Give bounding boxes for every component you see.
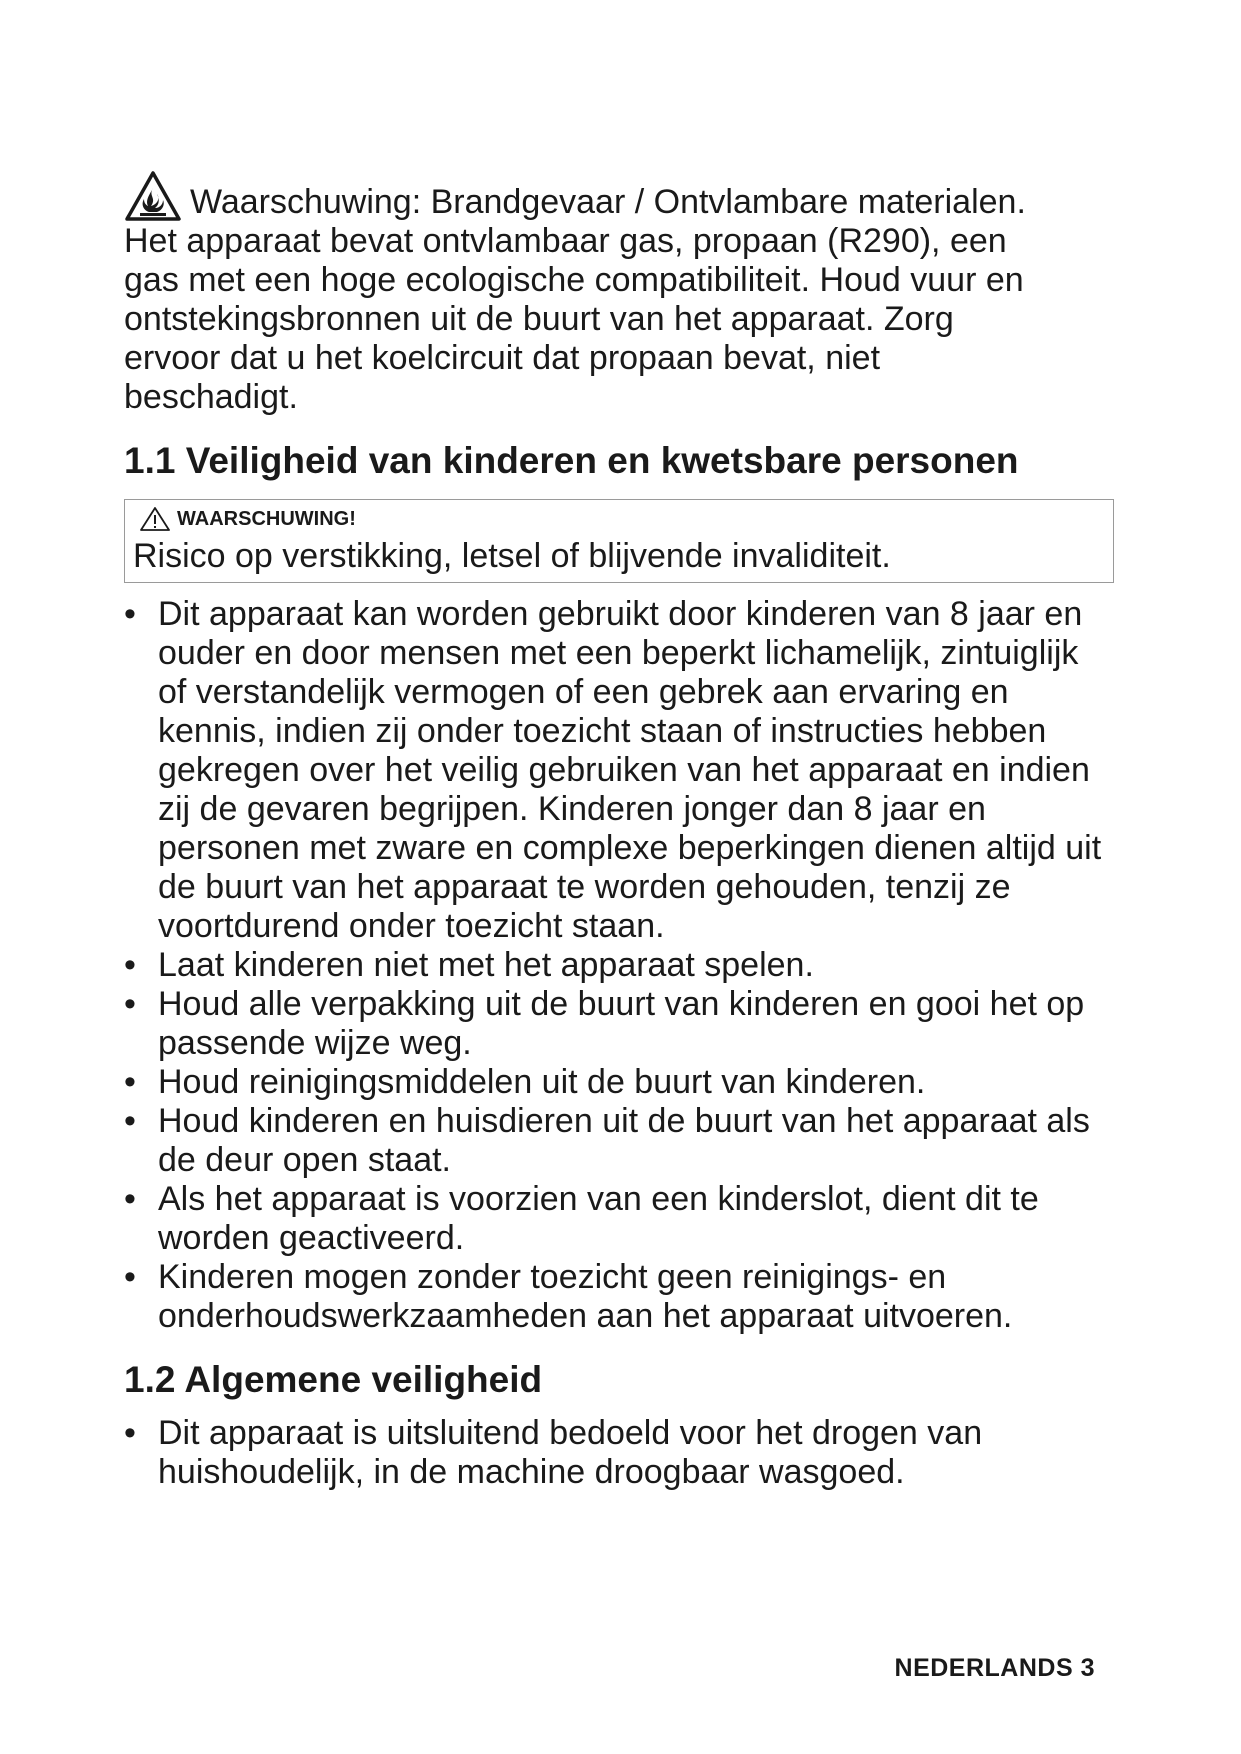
intro-line: ontstekingsbronnen uit de buurt van het apparaat. Zorg	[124, 300, 954, 338]
warning-box-header	[133, 506, 1105, 532]
fire-warning-first-line	[124, 170, 1114, 222]
intro-line: Het apparaat bevat ontvlambaar gas, propaan (R290), een	[124, 222, 1007, 260]
list-item: • Laat kinderen niet met het apparaat spelen.	[124, 946, 814, 984]
warning-box-text: Risico op verstikking, letsel of blijvende invaliditeit.	[133, 537, 891, 575]
intro-line: Waarschuwing: Brandgevaar / Ontvlambare materialen.	[190, 183, 1026, 221]
general-safety-list	[124, 1414, 1114, 1492]
page-footer: NEDERLANDS 3	[894, 1654, 1095, 1682]
fire-warning-paragraph	[124, 170, 1114, 417]
fire-warning-icon	[124, 170, 182, 222]
list-item: • Als het apparaat is voorzien van een kinderslot, dient dit te worden geactiveerd.	[124, 1180, 1039, 1257]
list-item: • Dit apparaat kan worden gebruikt door kinderen van 8 jaar en ouder en door mensen met een beperkt lichamelijk, zintuiglijk of verstandelijk vermogen of een gebrek aan ervaring en kennis, indien zij onder toezicht staan of instructies hebben gekregen over het veilig gebruiken van het apparaat en indien zij de gevaren begrijpen. Kinderen jonger dan 8 jaar en personen met zware en complexe beperkingen dienen altijd uit de buurt van het apparaat te worden gehouden, tenzij ze voortdurend onder toezicht staan.	[124, 595, 1102, 945]
children-safety-list	[124, 595, 1114, 1336]
warning-box-label: WAARSCHUWING!	[177, 508, 356, 530]
list-item: • Houd reinigingsmiddelen uit de buurt van kinderen.	[124, 1063, 926, 1101]
intro-line: ervoor dat u het koelcircuit dat propaan bevat, niet	[124, 339, 881, 377]
list-item: • Kinderen mogen zonder toezicht geen reinigings- en onderhoudswerkzaamheden aan het apparaat uitvoeren.	[124, 1258, 1013, 1335]
section-heading-children-safety: 1.1 Veiligheid van kinderen en kwetsbare personen	[124, 440, 1019, 481]
list-item: • Houd alle verpakking uit de buurt van kinderen en gooi het op passende wijze weg.	[124, 985, 1085, 1062]
manual-page	[124, 170, 1114, 1492]
list-item: • Dit apparaat is uitsluitend bedoeld voor het drogen van huishoudelijk, in de machine droogbaar wasgoed.	[124, 1414, 983, 1491]
intro-line: beschadigt.	[124, 378, 298, 416]
section-heading-general-safety: 1.2 Algemene veiligheid	[124, 1359, 543, 1400]
warning-box	[124, 499, 1114, 583]
list-item: • Houd kinderen en huisdieren uit de buurt van het apparaat als de deur open staat.	[124, 1102, 1090, 1179]
warning-triangle-icon	[139, 506, 171, 532]
intro-line: gas met een hoge ecologische compatibiliteit. Houd vuur en	[124, 261, 1024, 299]
